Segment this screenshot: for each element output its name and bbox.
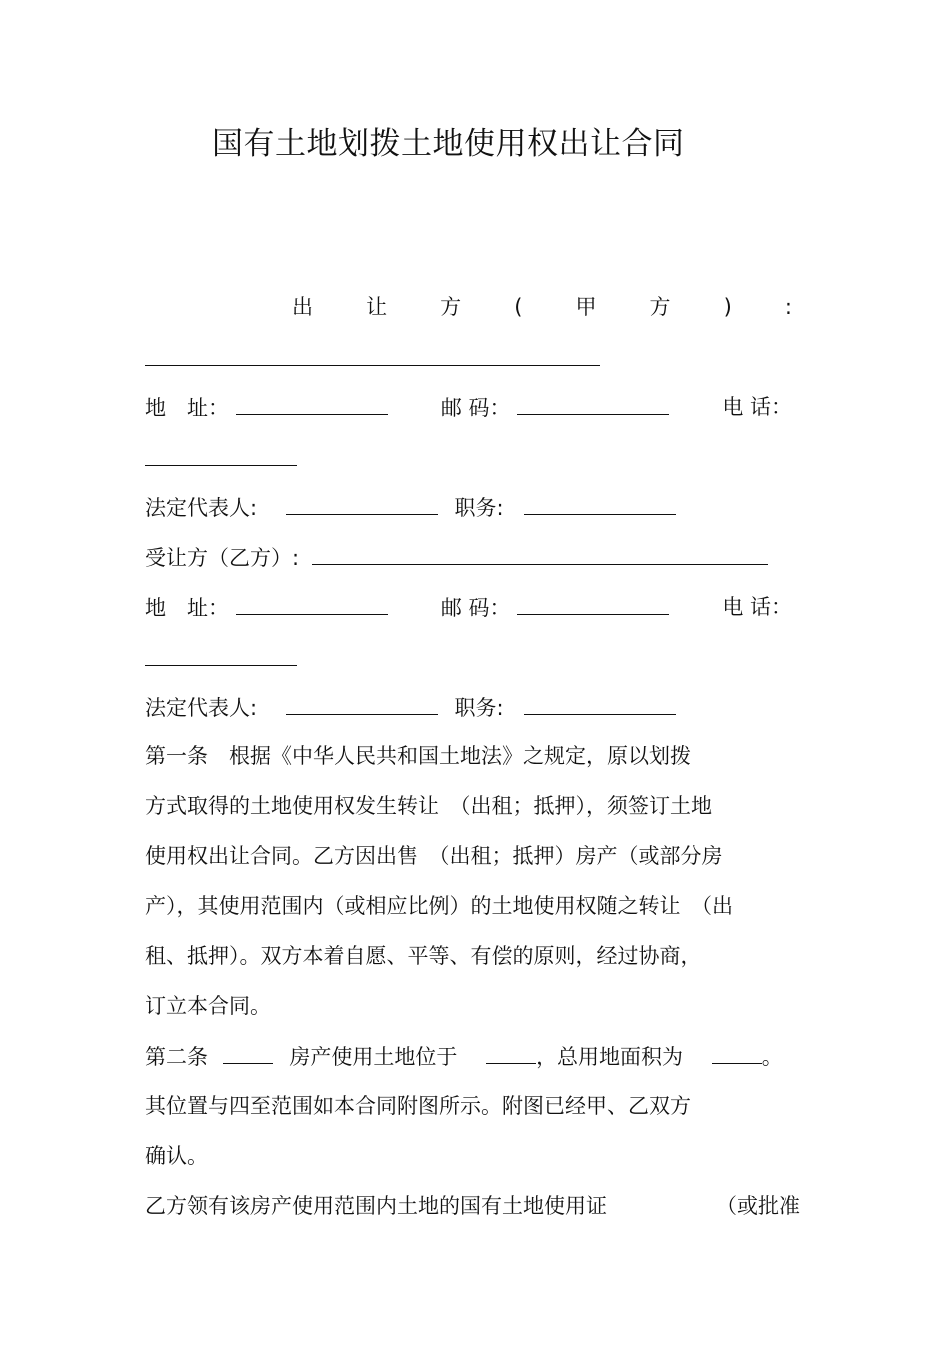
article1-line: 方式取得的土地使用权发生转让 （出租；抵押），须签订土地: [145, 794, 712, 818]
document-title: 国有土地划拨土地使用权出让合同: [212, 126, 685, 162]
area-blank: [712, 1041, 762, 1064]
transferor-char: 方: [440, 295, 462, 319]
transferor-blank: [145, 343, 600, 366]
article2-text: 房产使用土地位于: [289, 1045, 458, 1069]
transferor-char: ): [723, 295, 732, 319]
address-blank: [236, 392, 388, 415]
postcode-label: 邮 码：: [440, 396, 511, 420]
transferor-char: (: [514, 295, 523, 319]
transferor-char: 出: [292, 295, 313, 319]
address-label: 地 址：: [145, 596, 229, 620]
transferor-char: 方: [649, 295, 671, 319]
postcode-blank: [517, 392, 669, 415]
phone-label: 电 话：: [722, 395, 792, 419]
article2-text: （或批准: [716, 1194, 800, 1218]
position-blank: [524, 692, 676, 715]
article2-end: 。: [761, 1045, 783, 1069]
transferor-label: [292, 292, 792, 322]
party-a-rep-row: [145, 492, 810, 523]
party-b-rep-row: [145, 692, 810, 723]
legal-rep-label: 法定代表人:: [145, 696, 258, 720]
transferor-char: :: [784, 295, 792, 319]
postcode-label: 邮 码：: [440, 596, 511, 620]
article1-line: 租、抵押）。双方本着自愿、平等、有偿的原则，经过协商，: [145, 944, 702, 968]
article2-line: 其位置与四至范围如本合同附图所示。附图已经甲、乙双方: [145, 1094, 691, 1118]
article2-line: 确认。: [145, 1144, 208, 1168]
party-b-contact-row: [145, 592, 792, 623]
transferee-blank: [312, 542, 768, 565]
article1-line: 产），其使用范围内（或相应比例）的土地使用权随之转让 （出: [145, 894, 733, 918]
phone-blank: [145, 643, 297, 666]
article2-line: [145, 1041, 810, 1072]
article2-text: 乙方领有该房产使用范围内土地的国有土地使用证: [145, 1194, 607, 1218]
phone-blank: [145, 443, 297, 466]
article2-line: [145, 1191, 800, 1221]
article1-line: 订立本合同。: [145, 994, 271, 1018]
legal-rep-label: 法定代表人:: [145, 496, 258, 520]
transferee-label: 受让方（乙方）:: [145, 546, 300, 570]
transferor-char: 让: [366, 295, 388, 319]
position-label: 职务:: [454, 696, 504, 720]
transferor-char: 甲: [575, 295, 597, 319]
address-blank: [236, 592, 388, 615]
article1-line: 第一条 根据《中华人民共和国土地法》之规定，原以划拨: [145, 744, 691, 768]
location-blank: [486, 1041, 536, 1064]
position-blank: [524, 492, 676, 515]
transferee-row: [145, 542, 810, 573]
position-label: 职务:: [454, 496, 504, 520]
article2-blank: [223, 1041, 273, 1064]
legal-rep-blank: [286, 692, 438, 715]
party-a-contact-row: [145, 392, 792, 423]
legal-rep-blank: [286, 492, 438, 515]
article2-prefix: 第二条: [145, 1045, 208, 1069]
article1-line: 使用权出让合同。乙方因出售 （出租；抵押）房产（或部分房: [145, 844, 723, 868]
address-label: 地 址：: [145, 396, 229, 420]
postcode-blank: [517, 592, 669, 615]
article2-text: ，总用地面积为: [536, 1045, 684, 1069]
phone-label: 电 话：: [722, 595, 792, 619]
